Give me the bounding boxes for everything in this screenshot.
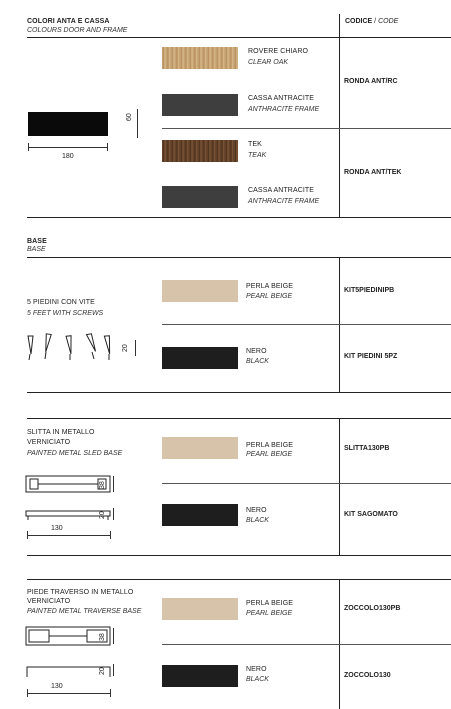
color-name-en: PEARL BEIGE [246,293,293,300]
color-name-en: ANTHRACITE FRAME [248,106,320,113]
sled-subtitle: PAINTED METAL SLED BASE [27,450,123,457]
section-rule [27,579,451,580]
sled-width-tick [27,531,28,539]
color-name-it: PERLA BEIGE [246,283,294,290]
traverse-title-line1: PIEDE TRAVERSO IN METALLO [27,589,134,596]
color-name-it: TEK [248,141,262,148]
traverse-width-label: 130 [51,683,63,690]
feet-illustration [24,330,114,362]
color-name-it: PERLA BEIGE [246,600,294,607]
door-illustration [28,112,108,136]
product-code: ZOCCOLO130PB [344,605,401,612]
traverse-subtitle: PAINTED METAL TRAVERSE BASE [27,608,142,615]
row-divider [162,324,451,325]
row-divider [162,128,451,129]
section-title-colors: COLORI ANTA E CASSA [27,18,110,25]
color-name-it: NERO [246,666,267,673]
code-label-en: CODE [378,18,399,25]
section-rule [27,217,451,218]
door-width-tick-right [107,143,108,151]
color-name-en: BLACK [246,676,269,683]
section-subtitle-base: BASE [27,246,46,253]
feet-title: 5 PIEDINI CON VITE [27,299,95,306]
traverse-width-tick [110,689,111,697]
sled-h1-label: 38 [99,481,106,489]
color-name-en: BLACK [246,517,269,524]
section-subtitle-colors: COLOURS DOOR AND FRAME [27,27,128,34]
traverse-h1-line [113,628,114,644]
color-name-en: TEAK [248,152,267,159]
color-name-en: PEARL BEIGE [246,610,293,617]
code-column-divider [339,418,340,555]
swatch-pearl-beige [162,280,238,302]
section-rule [27,555,451,556]
traverse-title-line2: VERNICIATO [27,598,71,605]
color-name-en: CLEAR OAK [248,59,289,66]
door-height-label: 60 [126,113,133,121]
traverse-h2-line [113,664,114,676]
row-divider [162,644,451,645]
sled-h1-line [113,476,114,492]
sled-width-label: 130 [51,525,63,532]
product-code: RONDA ANT/TEK [344,169,402,176]
traverse-width-tick [27,689,28,697]
section-rule [27,392,451,393]
door-height-line [137,109,138,138]
color-name-it: CASSA ANTRACITE [248,95,315,102]
swatch-pearl-beige [162,437,238,459]
swatch-anthracite [162,94,238,116]
code-column-divider [339,14,340,217]
swatch-black [162,347,238,369]
header-rule [27,37,451,38]
product-code: RONDA ANT/RC [344,78,398,85]
code-column-header [345,18,398,25]
sled-width-tick [110,531,111,539]
door-width-line [28,147,108,148]
color-name-en: BLACK [246,358,269,365]
sled-h2-label: 20 [99,511,106,519]
feet-subtitle: 5 FEET WITH SCREWS [27,310,104,317]
section-title-base: BASE [27,238,47,245]
swatch-anthracite [162,186,238,208]
code-separator: / [372,18,379,25]
swatch-black [162,665,238,687]
swatch-black [162,504,238,526]
product-code: KIT PIEDINI 5PZ [344,353,398,360]
swatch-clear-oak [162,47,238,69]
traverse-width-line [27,693,111,694]
sled-width-line [27,535,111,536]
sled-h2-line [113,508,114,520]
feet-height-line [135,340,136,356]
traverse-h2-label: 20 [99,667,106,675]
color-name-it: CASSA ANTRACITE [248,187,315,194]
door-width-label: 180 [62,153,74,160]
section-rule [27,257,451,258]
color-name-it: PERLA BEIGE [246,442,294,449]
swatch-teak [162,140,238,162]
color-name-it: NERO [246,348,267,355]
product-code: KIT5PIEDINIPB [344,287,395,294]
sled-title-line1: SLITTA IN METALLO [27,429,95,436]
color-name-it: NERO [246,507,267,514]
product-code: ZOCCOLO130 [344,672,391,679]
code-label: CODICE [345,18,373,25]
row-divider [162,483,451,484]
product-code: KIT SAGOMATO [344,511,398,518]
door-width-tick-left [28,143,29,151]
product-code: SLITTA130PB [344,445,390,452]
section-rule [27,418,451,419]
color-name-it: ROVERE CHIARO [248,48,309,55]
swatch-pearl-beige [162,598,238,620]
sled-title-line2: VERNICIATO [27,439,71,446]
color-name-en: ANTHRACITE FRAME [248,198,320,205]
feet-height-label: 20 [122,344,129,352]
traverse-h1-label: 38 [99,633,106,641]
color-name-en: PEARL BEIGE [246,451,293,458]
